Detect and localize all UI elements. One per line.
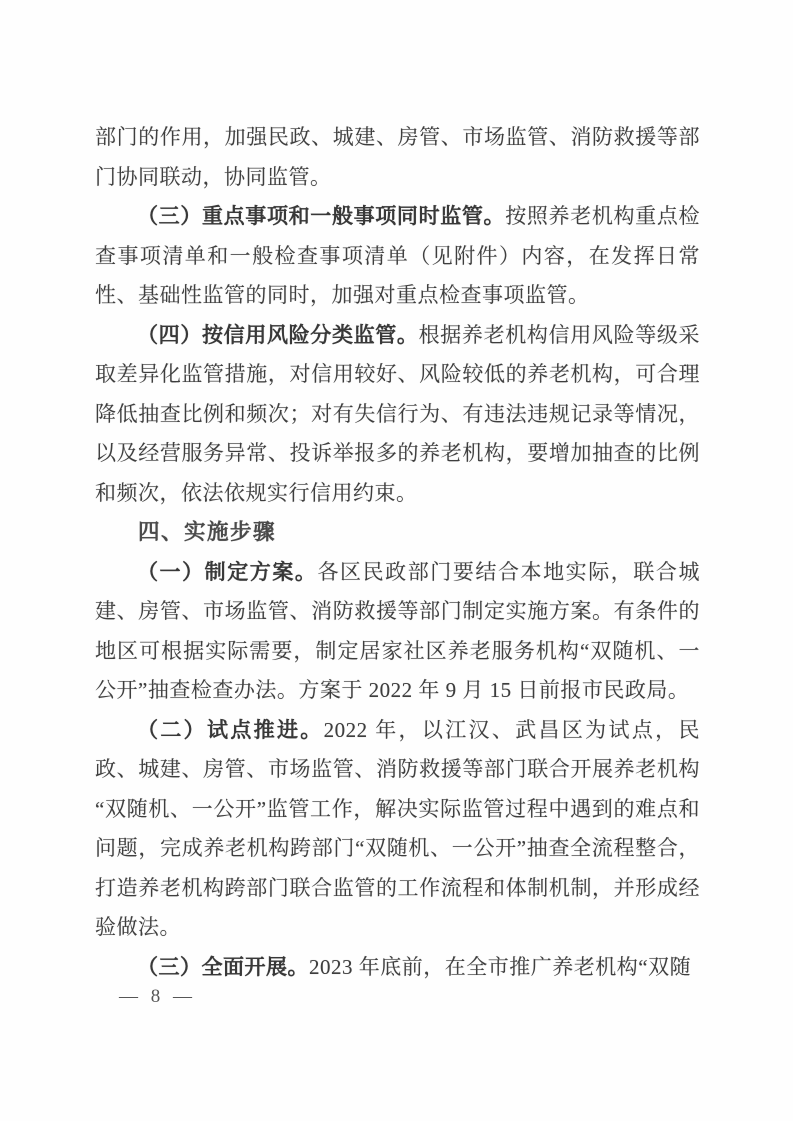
- section-heading: 四、实施步骤: [138, 520, 277, 544]
- paragraph-text: 按照养老机构重点检查事项清单和一般检查事项清单（见附件）内容，在发挥日常性、基础性监管的同时，加强对重点检查事项监管。: [95, 204, 700, 307]
- paragraph-item-3: [95, 197, 700, 316]
- paragraph-lead: （二）试点推进。: [137, 717, 324, 742]
- paragraph-text: 各区民政部门要结合本地实际，联合城建、房管、市场监管、消防救援等部门制定实施方案。有条件的地区可根据实际需要，制定居家社区养老服务机构“双随机、一公开”抽查检查办法。方案于 2022 年 9 月 15 日前报市民政局。: [95, 559, 700, 702]
- paragraph-lead: （一）制定方案。: [137, 559, 318, 584]
- paragraph-lead: （三）全面开展。: [137, 954, 309, 979]
- paragraph-lead: （三）重点事项和一般事项同时监管。: [137, 204, 506, 228]
- paragraph-text: 根据养老机构信用风险等级采取差异化监管措施，对信用较好、风险较低的养老机构，可合理降低抽查比例和频次；对有失信行为、有违法违规记录等情况，以及经营服务异常、投诉举报多的养老机构，要增加抽查的比例和频次，依法依规实行信用约束。: [95, 322, 701, 505]
- page-number: — 8 —: [119, 986, 196, 1007]
- page-body: [95, 118, 700, 987]
- paragraph-step-3: [95, 948, 700, 988]
- paragraph-item-4: [95, 316, 700, 514]
- paragraph-text: 2022 年，以江汉、武昌区为试点，民政、城建、房管、市场监管、消防救援等部门联合开展养老机构“双随机、一公开”监管工作，解决实际监管过程中遇到的难点和问题，完成养老机构跨部门“双随机、一公开”抽查全流程整合，打造养老机构跨部门联合监管的工作流程和体制机制，并形成经验做法。: [95, 717, 701, 939]
- paragraph-text: 2023 年底前，在全市推广养老机构“双随: [309, 954, 692, 979]
- paragraph-step-1: [95, 553, 700, 711]
- paragraph-text: 部门的作用，加强民政、城建、房管、市场监管、消防救援等部门协同联动，协同监管。: [95, 125, 700, 189]
- paragraph-lead: （四）按信用风险分类监管。: [137, 322, 419, 347]
- paragraph-continuation: [95, 118, 700, 197]
- paragraph-step-2: [95, 711, 700, 948]
